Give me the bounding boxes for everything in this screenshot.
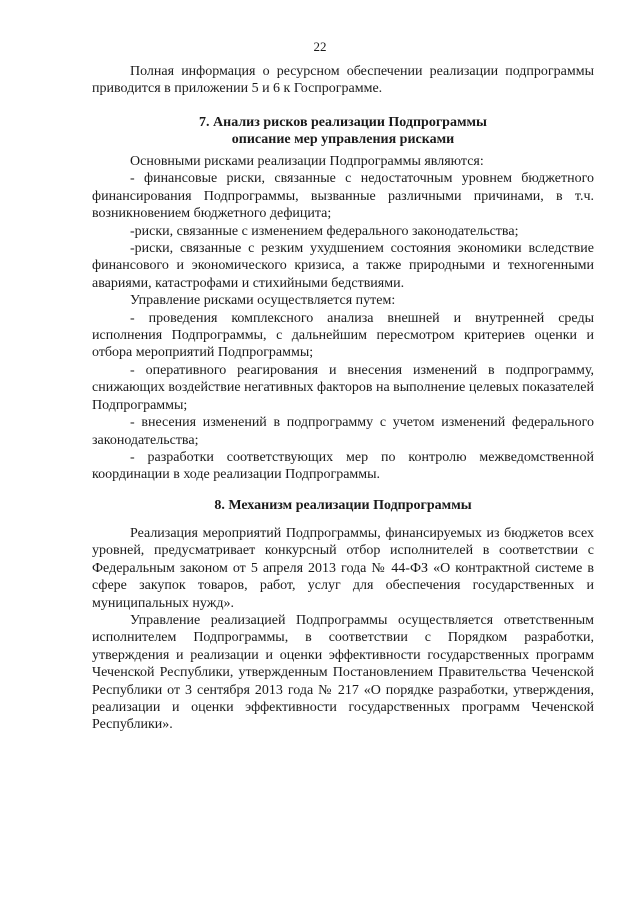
section-8-body [92, 525, 594, 734]
section-8-heading: 8. Механизм реализации Подпрограммы [214, 498, 472, 513]
intro-paragraph: Полная информация о ресурсном обеспечении реализации подпрограммы приводится в приложении 5 и 6 к Госпрограмме. [92, 64, 594, 97]
measure-item: - внесения изменений в подпрограмму с учетом изменений федерального законодательства; [92, 415, 594, 448]
measure-item: - разработки соответствующих мер по контролю межведомственной координации в ходе реализации Подпрограммы. [92, 449, 594, 483]
section-7-body [92, 153, 594, 484]
management-lead: Управление рисками осуществляется путем: [130, 293, 396, 309]
section-8-paragraph: Реализация мероприятий Подпрограммы, финансируемых из бюджетов всех уровней, предусматривает конкурсный отбор исполнителей в соответствии с Федеральным законом от 5 апреля 2013 года № 44-ФЗ «О контрактной системе в сфере закупок товаров, работ, услуг для обеспечения государственных и муниципальных нужд». [92, 526, 594, 611]
page-number: 22 [313, 39, 327, 54]
section-7-heading [92, 114, 594, 149]
measure-item: - оперативного реагирования и внесения изменений в подпрограмму, снижающих воздействие негативных факторов на выполнение целевых показателей Подпрограммы; [92, 362, 594, 413]
intro-block [92, 63, 594, 98]
measure-item: - проведения комплексного анализа внешней и внутренней среды исполнения Подпрограммы, с дальнейшим пересмотром критериев оценки и отбора мероприятий Подпрограммы; [92, 310, 594, 361]
section-7-heading-line-1: 7. Анализ рисков реализации Подпрограммы [199, 115, 487, 130]
section-8-paragraph: Управление реализацией Подпрограммы осуществляется ответственным исполнителем Подпрограммы, в соответствии с Порядком разработки, утверждения и реализации и оценки эффективности государственных программ Чеченской Республики, утвержденным Постановлением Правительства Чеченской Республики от 3 сентября 2013 года № 217 «О порядке разработки, утверждения, реализации и оценки эффективности государственных программ Чеченской Республики». [92, 613, 594, 733]
risk-item: -риски, связанные с изменением федерального законодательства; [130, 223, 519, 239]
section-8-heading-block [92, 497, 594, 514]
risk-item: - финансовые риски, связанные с недостаточным уровнем бюджетного финансирования Подпрограммы, вызванные различными причинами, в т.ч. возникновением бюджетного дефицита; [92, 171, 594, 222]
section-7-heading-line-2: описание мер управления рисками [231, 132, 455, 148]
risk-item: -риски, связанные с резким ухудшением состояния экономики вследствие финансового и экономического кризиса, а также природными и техногенными авариями, катастрофами и стихийными бедствиями. [92, 241, 594, 291]
risks-lead: Основными рисками реализации Подпрограммы являются: [130, 154, 484, 169]
